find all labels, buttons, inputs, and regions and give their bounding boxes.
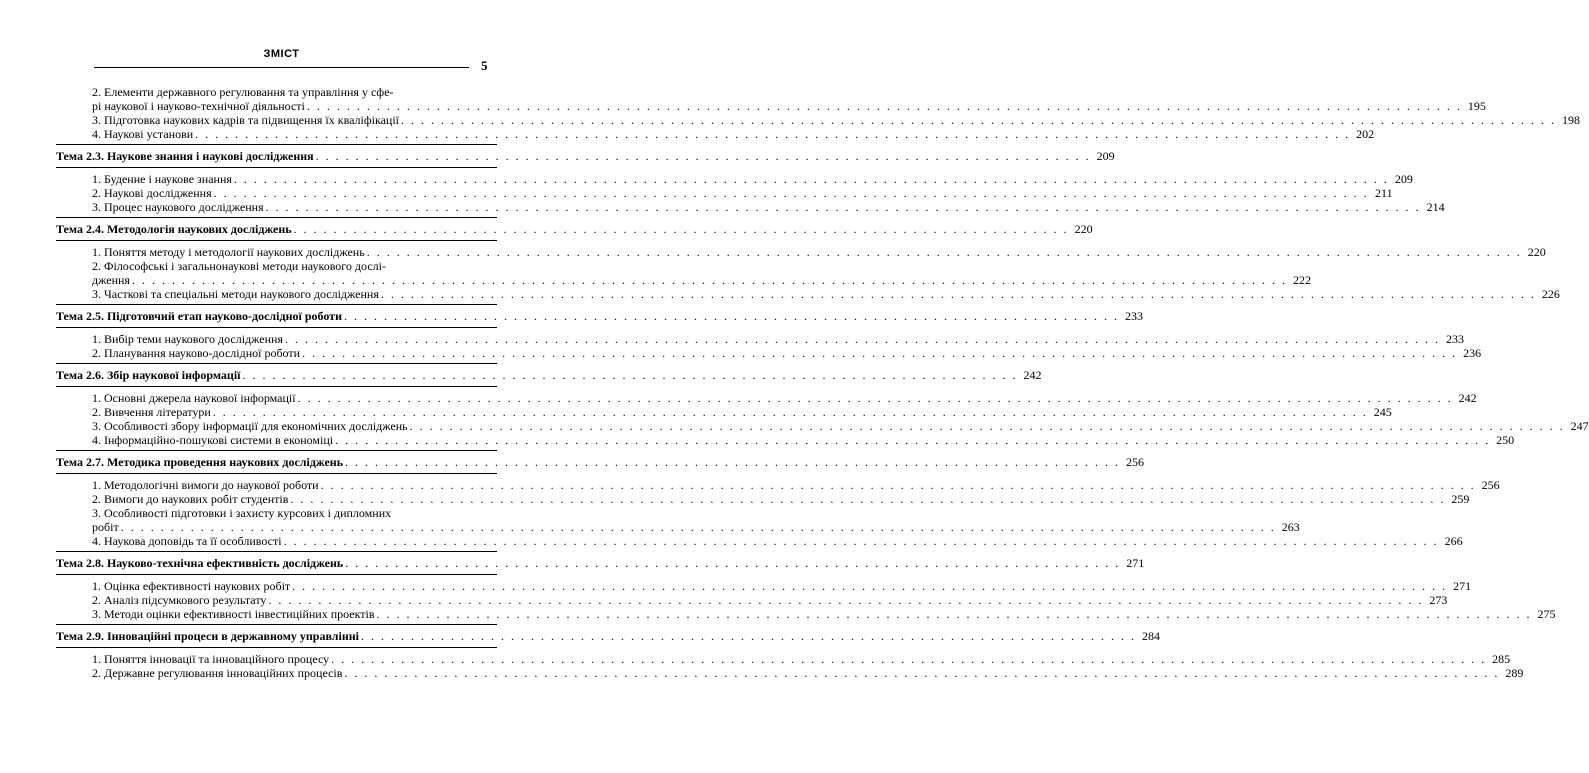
topic-page: 233 [1124,309,1143,323]
toc-entry-page: 250 [1496,433,1515,447]
topic-items [56,478,1500,548]
dot-leader [132,273,1287,287]
toc-entry [56,332,1464,346]
toc-entry-text: 3. Часткові та спеціальні методи наукового дослідження [92,287,379,301]
topic-items [56,579,1556,621]
intro-items [56,85,1581,141]
toc-entry-text: 2. Філософські і загальнонаукові методи наукового дослі- [92,259,386,273]
toc-entry [56,113,1581,127]
toc-entry-page: 236 [1463,346,1482,360]
topic-items [56,172,1445,214]
toc-entry [56,127,1375,141]
toc-entry [56,186,1393,200]
topic-heading-row [56,221,1093,241]
dot-leader [121,520,1276,534]
dot-leader [195,127,1350,141]
toc-entry [56,534,1463,548]
topic-heading-row [56,454,1145,474]
toc-entry [56,433,1515,447]
toc-entry [56,652,1511,666]
toc-entry-page: 273 [1429,593,1448,607]
toc-entry-text: 1. Основні джерела наукової інформації [92,391,296,405]
toc-entry-text: 1. Методологічні вимоги до наукової роботи [92,478,319,492]
toc-entry-page: 233 [1446,332,1464,346]
dot-leader [285,332,1440,346]
toc-entry-page: 275 [1537,607,1556,621]
toc-entry-text: 2. Вимоги до наукових робіт студентів [92,492,289,506]
topic-title: Тема 2.5. Підготовчий етап науково-дослідної роботи [56,309,342,323]
toc-entry-page: 220 [1527,245,1546,259]
header-title: ЗМІСТ [263,48,300,60]
topic-heading [56,367,1042,383]
dot-leader [410,419,1565,433]
dot-leader: . . . . . . . . . . . . . . . . . . . . . . . . . . . . . . . . . . . . . . . . . . . . . . . . . . . . . . . . . . . . . . . . . . . . . . . . . . . . . . [315,149,1091,163]
dot-leader [344,666,1499,680]
toc-entry-page: 226 [1541,287,1560,301]
topic-title: Тема 2.8. Науково-технічна ефективність досліджень [56,556,344,570]
toc-entry-page: 214 [1426,200,1445,214]
toc-entry-page: 209 [1394,172,1413,186]
dot-leader [266,200,1421,214]
toc-entry-page: 289 [1505,666,1524,680]
toc-entry [56,607,1556,621]
dot-leader: . . . . . . . . . . . . . . . . . . . . . . . . . . . . . . . . . . . . . . . . . . . . . . . . . . . . . . . . . . . . . . . . . . . . . . . . . . . . . . [345,455,1121,469]
topic-items [56,245,1560,301]
toc-entry [56,287,1560,301]
dot-leader [331,652,1486,666]
toc-entry [56,419,1589,433]
toc-entry-page: 195 [1467,99,1486,113]
toc-entry-page: 202 [1356,127,1375,141]
dot-leader: . . . . . . . . . . . . . . . . . . . . . . . . . . . . . . . . . . . . . . . . . . . . . . . . . . . . . . . . . . . . . . . . . . . . . . . . . . . . . . [345,556,1121,570]
dot-leader [367,245,1522,259]
toc-entry-text: 2. Наукові дослідження [92,186,212,200]
topic-items [56,652,1524,680]
toc-entry-page: 256 [1481,478,1500,492]
topic-heading [56,555,1145,571]
topic-heading [56,454,1145,470]
dot-leader [302,346,1457,360]
toc-entry [56,520,1300,534]
dot-leader: . . . . . . . . . . . . . . . . . . . . . . . . . . . . . . . . . . . . . . . . . . . . . . . . . . . . . . . . . . . . . . . . . . . . . . . . . . . . . . [361,629,1136,643]
toc-entry-page: 247 [1570,419,1589,433]
topic-heading [56,308,1143,324]
toc-entry [56,200,1445,214]
toc-entry-text: 1. Поняття методу і методології наукових досліджень [92,245,365,259]
topic-heading-row [56,308,1143,328]
topic-title: Тема 2.3. Наукове знання і наукові дослідження [56,149,314,163]
topic-page: 242 [1023,368,1042,382]
toc-entry-text: 2. Елементи державного регулювання та управління у сфе- [92,85,394,99]
dot-leader [377,607,1532,621]
toc-entry-text: 2. Державне регулювання інноваційних процесів [92,666,343,680]
toc-entry-page: 271 [1453,579,1472,593]
topic-heading-row [56,148,1115,168]
topic-heading-row [56,555,1145,575]
dot-leader [401,113,1556,127]
toc-entry-text: 2. Планування науково-дослідної роботи [92,346,301,360]
topic-items [56,332,1482,360]
toc-entry [56,346,1482,360]
dot-leader [292,579,1447,593]
toc-entry-text: 3. Підготовка наукових кадрів та підвищення їх кваліфікації [92,113,400,127]
dot-leader [268,593,1423,607]
toc-entry-page: 263 [1281,520,1300,534]
toc-entry [56,593,1448,607]
toc-entry [56,99,1486,113]
section-divider [56,450,497,451]
dot-leader [234,172,1389,186]
toc-entry-page: 266 [1444,534,1463,548]
toc-entry-text: 4. Наукова доповідь та її особливості [92,534,282,548]
toc-entry-page: 222 [1292,273,1311,287]
toc-entry-text: 4. Наукові установи [92,127,194,141]
topic-page: 209 [1096,149,1115,163]
topic-title: Тема 2.4. Методологія наукових досліджень [56,222,292,236]
topic-heading [56,148,1115,164]
toc-entry-text: 3. Методи оцінки ефективності інвестиційних проектів [92,607,375,621]
dot-leader [335,433,1490,447]
topic-heading [56,221,1093,237]
topic-page: 284 [1142,629,1160,643]
topic-page: 256 [1126,455,1145,469]
toc-entry-text: 3. Процес наукового дослідження [92,200,264,214]
toc-entry-page: 259 [1451,492,1470,506]
toc-entry [56,273,1311,287]
table-of-contents [56,85,1589,682]
toc-entry [56,492,1470,506]
toc-entry-text: дження [92,273,130,287]
toc-entry [56,478,1500,492]
section-divider [56,551,497,552]
dot-leader [290,492,1445,506]
toc-entry-text: робіт [92,520,119,534]
section-divider [56,304,497,305]
running-header [94,45,469,68]
dot-leader [321,478,1476,492]
toc-entry-text: 3. Особливості підготовки і захисту курсових і дипломних [92,506,392,520]
toc-entry-text: 1. Вибір теми наукового дослідження [92,332,283,346]
dot-leader: . . . . . . . . . . . . . . . . . . . . . . . . . . . . . . . . . . . . . . . . . . . . . . . . . . . . . . . . . . . . . . . . . . . . . . . . . . . . . . [343,309,1119,323]
toc-entry-text: 3. Особливості збору інформації для економічних досліджень [92,419,408,433]
dot-leader [298,391,1453,405]
topic-title: Тема 2.7. Методика проведення наукових досліджень [56,455,344,469]
toc-entry-page: 285 [1492,652,1511,666]
topic-heading-row [56,628,1160,648]
toc-entry-page: 198 [1562,113,1581,127]
section-divider [56,363,497,364]
toc-entry [56,391,1477,405]
topic-heading [56,628,1160,644]
page-number: 5 [481,58,488,73]
toc-entry [56,172,1413,186]
toc-entry-text: 4. Інформаційно-пошукові системи в економіці [92,433,334,447]
dot-leader [381,287,1536,301]
toc-entry-text: 1. Буденне і наукове знання [92,172,232,186]
dot-leader [214,186,1369,200]
topic-title: Тема 2.9. Інноваційні процеси в державному управлінні [56,629,359,643]
topic-page: 220 [1074,222,1093,236]
dot-leader: . . . . . . . . . . . . . . . . . . . . . . . . . . . . . . . . . . . . . . . . . . . . . . . . . . . . . . . . . . . . . . . . . . . . . . . . . . . . . . [293,222,1069,236]
toc-entry-text: 1. Поняття інновації та інноваційного процесу [92,652,330,666]
toc-entry-page: 242 [1458,391,1477,405]
section-divider [56,624,497,625]
toc-entry-text: 2. Вивчення літератури [92,405,211,419]
toc-entry-text: рі наукової і науково-технічної діяльності [92,99,305,113]
section-divider [56,217,497,218]
topic-items [56,391,1589,447]
section-divider [56,144,497,145]
dot-leader [213,405,1368,419]
dot-leader: . . . . . . . . . . . . . . . . . . . . . . . . . . . . . . . . . . . . . . . . . . . . . . . . . . . . . . . . . . . . . . . . . . . . . . . . . . . . . . [242,368,1018,382]
toc-entry [56,579,1472,593]
toc-entry-page: 245 [1373,405,1392,419]
toc-entry-page: 211 [1375,186,1393,200]
toc-entry [56,245,1546,259]
topic-heading-row [56,367,1042,387]
toc-entry-text: 2. Аналіз підсумкового результату [92,593,267,607]
topic-title: Тема 2.6. Збір наукової інформації [56,368,241,382]
dot-leader [284,534,1439,548]
toc-entry [56,405,1392,419]
topic-page: 271 [1126,556,1145,570]
toc-entry [56,666,1524,680]
toc-entry-text: 1. Оцінка ефективності наукових робіт [92,579,291,593]
dot-leader [307,99,1462,113]
